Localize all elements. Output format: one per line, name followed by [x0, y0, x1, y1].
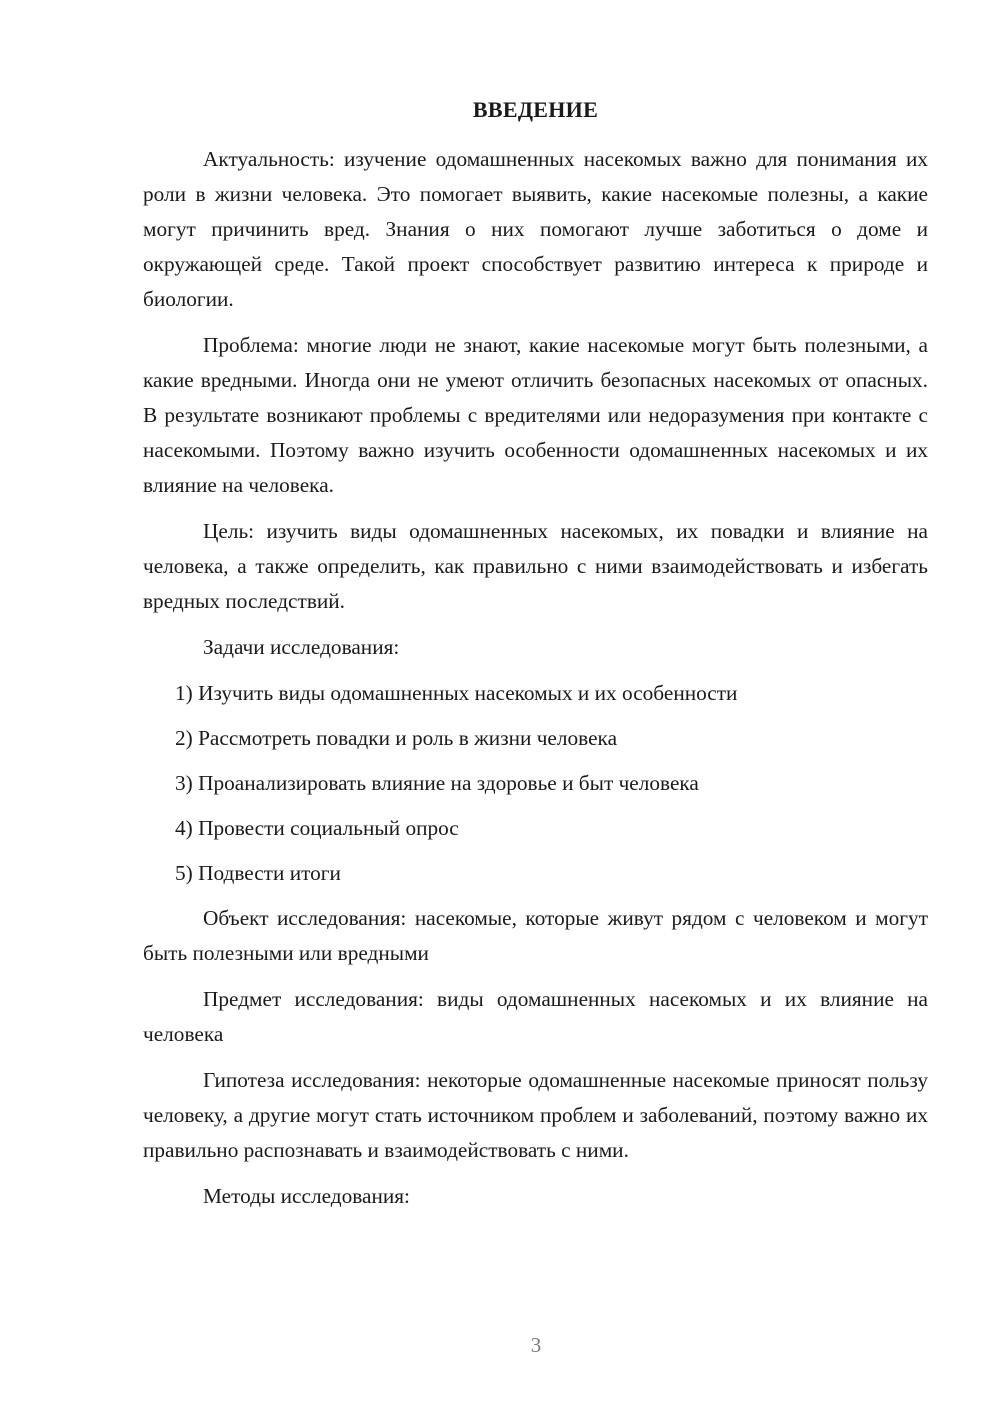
task-item: 3) Проанализировать влияние на здоровье и быт человека — [175, 771, 699, 795]
task-item: 4) Провести социальный опрос — [175, 816, 459, 840]
methods-heading: Методы исследования: — [203, 1184, 410, 1208]
subject-paragraph: Предмет исследования: виды одомашненных насекомых и их влияние на человека — [143, 987, 928, 1046]
page-number: 3 — [530, 1333, 542, 1357]
task-item: 5) Подвести итоги — [175, 861, 341, 885]
task-item: 2) Рассмотреть повадки и роль в жизни человека — [175, 726, 618, 750]
hypothesis-paragraph: Гипотеза исследования: некоторые одомашненные насекомые приносят пользу человеку, а другие могут стать источником проблем и заболеваний, поэтому важно их правильно распознавать и взаимодействовать с ними. — [143, 1068, 928, 1162]
relevance-paragraph: Актуальность: изучение одомашненных насекомых важно для понимания их роли в жизни человека. Это помогает выявить, какие насекомые полезны, а какие могут причинить вред. Знания о них помогают лучше заботиться о доме и окружающей среде. Такой проект способствует развитию интереса к природе и биологии. — [143, 147, 928, 311]
page-title: ВВЕДЕНИЕ — [472, 97, 599, 122]
task-item: 1) Изучить виды одомашненных насекомых и их особенности — [175, 681, 738, 705]
goal-paragraph: Цель: изучить виды одомашненных насекомых, их повадки и влияние на человека, а также определить, как правильно с ними взаимодействовать и избегать вредных последствий. — [143, 519, 928, 613]
document-page — [143, 95, 928, 1225]
problem-paragraph: Проблема: многие люди не знают, какие насекомые могут быть полезными, а какие вредными. Иногда они не умеют отличить безопасных насекомых от опасных. В результате возникают проблемы с вредителями или недоразумения при контакте с насекомыми. Поэтому важно изучить особенности одомашненных насекомых и их влияние на человека. — [143, 333, 928, 497]
object-paragraph: Объект исследования: насекомые, которые живут рядом с человеком и могут быть полезными или вредными — [143, 906, 928, 965]
tasks-heading: Задачи исследования: — [203, 635, 400, 659]
